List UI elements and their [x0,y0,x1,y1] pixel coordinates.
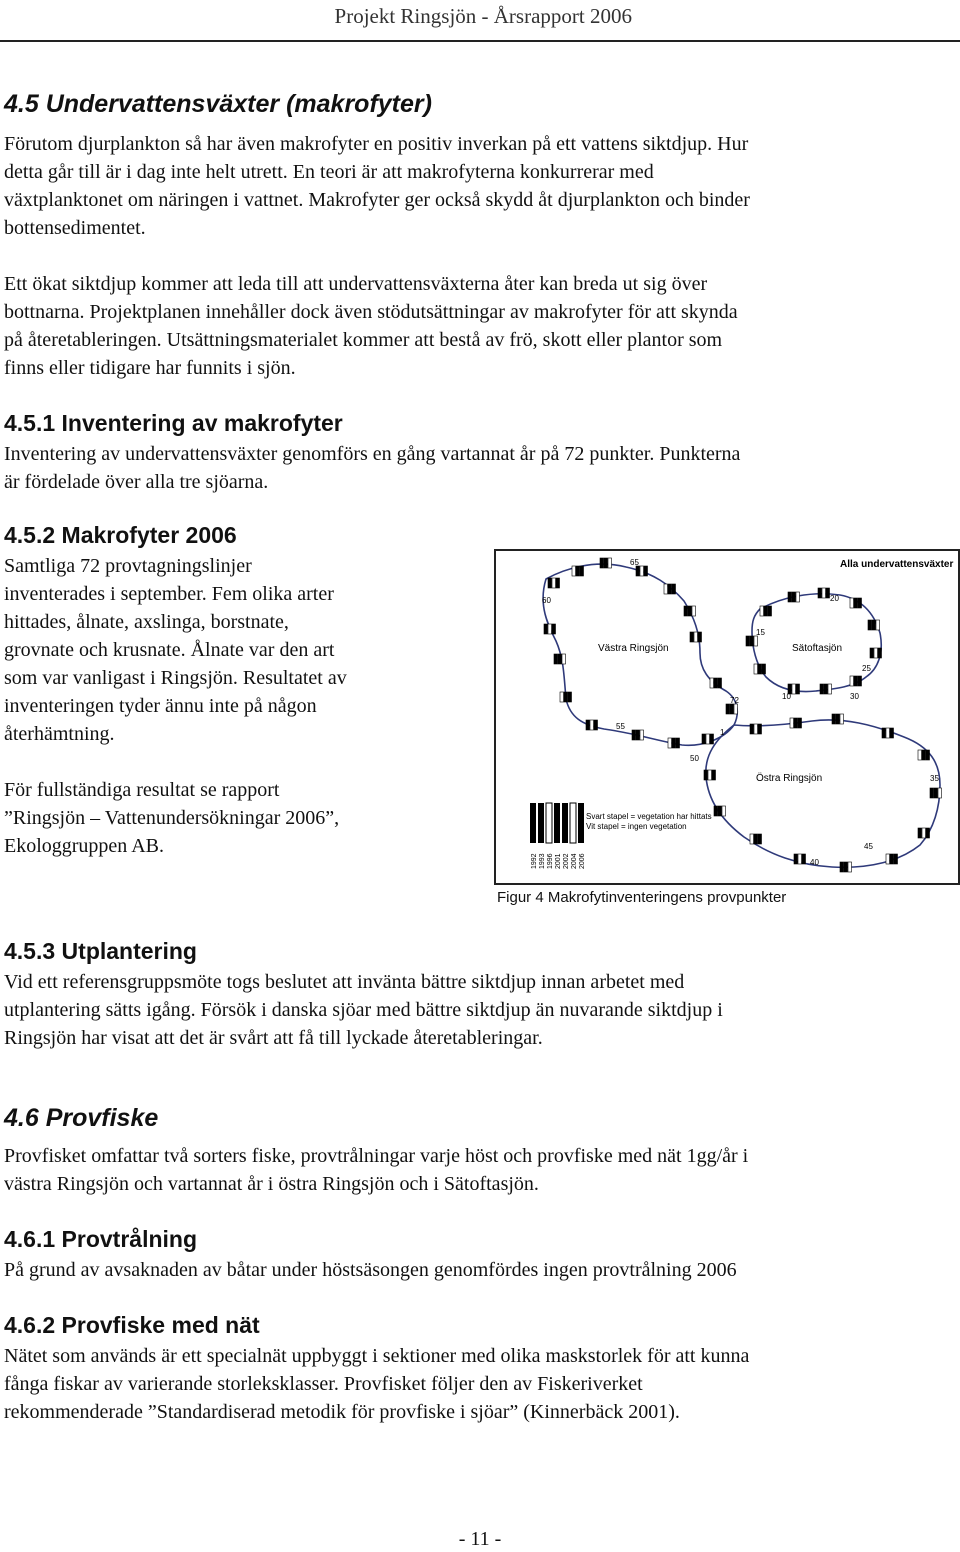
sample-point-bar [792,684,796,694]
sample-point-bar [754,664,758,674]
sample-point-marker [820,684,832,694]
sample-point-marker [882,728,894,738]
legend-bar [538,803,544,843]
sample-point-bar [702,734,706,744]
sample-point-bar [858,598,862,608]
sample-point-bar [872,620,876,630]
sample-point-bar [850,598,854,608]
sample-point-bar [828,684,832,694]
sample-point-bar [668,584,672,594]
sample-point-marker [790,718,802,728]
sample-point-bar [878,648,882,658]
text-line: utplantering sätts igång. Försök i danska sjöar med bättre siktdjup än nuvarande siktdjup i [4,999,723,1021]
sample-point-bar [690,632,694,642]
legend-year: 2001 [555,853,562,869]
sample-point-bar [590,720,594,730]
sample-point-bar [926,750,930,760]
sample-point-bar [562,654,566,664]
text-line: hittades, ålnate, axslinga, borstnate, [4,611,289,633]
legend-text: Svart stapel = vegetation har hittats [586,812,712,821]
text-line: Ett ökat siktdjup kommer att leda till att undervattensväxterna åter kan breda ut sig över [4,273,708,295]
sample-point-bar [718,806,722,816]
point-label: 40 [810,858,819,867]
text-line: Ekologgruppen AB. [4,835,164,857]
sample-point-bar [558,654,562,664]
sample-point-bar [886,854,890,864]
sample-point-bar [608,558,612,568]
sample-point-bar [798,854,802,864]
paragraph-4-6 [4,1142,748,1198]
sample-point-bar [750,834,754,844]
sample-point-bar [750,636,754,646]
sample-point-bar [708,770,712,780]
text-line: finns eller tidigare har funnits i sjön. [4,357,296,379]
section-heading-4-5-3: 4.5.3 Utplantering [4,938,197,964]
section-heading-4-5-1: 4.5.1 Inventering av makrofyter [4,410,343,436]
sample-point-bar [858,676,862,686]
text-line: inventeringen tyder ännu inte på någon [4,695,317,717]
sample-point-marker [794,854,806,864]
text-line: växtplanktonet om näringen i vattnet. Makrofyter ger också skydd åt djurplankton och binder [4,189,750,211]
sample-point-bar [796,684,800,694]
section-heading-4-6-1: 4.6.1 Provtrålning [4,1226,198,1252]
sample-point-bar [890,854,894,864]
sample-point-marker [636,566,648,576]
text-line: ”Ringsjön – Vattenundersökningar 2006”, [4,807,340,829]
legend-year: 2006 [579,853,586,869]
sample-point-bar [564,692,568,702]
macrophyte-figure [494,549,960,885]
sample-point-bar [794,854,798,864]
point-label: 60 [542,596,551,605]
point-label: 10 [782,692,791,701]
sample-point-marker [572,566,584,576]
sample-point-bar [930,788,934,798]
sample-point-marker [690,632,702,642]
paragraph-4-5-2-b [4,776,339,860]
sample-point-bar [934,788,938,798]
text-line: återhämtning. [4,723,115,745]
sample-point-marker [868,620,880,630]
text-line: För fullständiga resultat se rapport [4,779,280,801]
sample-point-bar [576,566,580,576]
sample-point-bar [796,592,800,602]
sample-point-bar [790,718,794,728]
paragraph-4-5-1 [4,440,740,496]
sample-point-bar [600,558,604,568]
sample-point-bar [640,730,644,740]
sample-point-marker [726,704,738,714]
sample-point-bar [938,788,942,798]
sample-point-marker [918,750,930,760]
sample-point-marker [684,606,696,616]
sample-point-bar [758,834,762,844]
sample-point-marker [788,592,800,602]
sample-point-bar [704,770,708,780]
sample-point-bar [762,664,766,674]
sample-point-bar [706,734,710,744]
sample-point-bar [568,692,572,702]
section-heading-4-5: 4.5 Undervattensväxter (makrofyter) [4,90,432,118]
legend-bar [554,803,560,843]
sample-point-marker [750,834,762,844]
sample-point-bar [644,566,648,576]
sample-point-bar [548,624,552,634]
sample-point-bar [734,704,738,714]
sample-point-marker [664,584,676,594]
sample-point-marker [918,828,930,838]
text-line: Förutom djurplankton så har även makrofyter en positiv inverkan på ett vattens siktdjup. Hur [4,133,749,155]
sample-point-bar [836,714,840,724]
text-line: är fördelade över alla tre sjöarna. [4,471,269,493]
sample-point-bar [918,828,922,838]
sample-point-marker [840,862,852,872]
text-line: Ringsjön har visat att det är svårt att få till lyckade återetableringar. [4,1027,543,1049]
text-line: detta går till är i dag inte helt utrett. En teori är att makrofyterna konkurrerar med [4,161,654,183]
sample-point-bar [688,606,692,616]
sample-point-bar [548,578,552,588]
text-line: som var vanligast i Ringsjön. Resultatet av [4,667,347,689]
legend-bar [546,803,552,843]
point-label: 35 [930,774,939,783]
sample-point-bar [874,648,878,658]
sample-point-bar [792,592,796,602]
text-line: fånga fiskar av varierande storleksklasser. Provfisket följer den av Fiskeriverket [4,1373,643,1395]
sample-point-bar [768,606,772,616]
sample-point-bar [922,828,926,838]
sample-point-marker [754,664,766,674]
lake-label-satofta: Sätoftasjön [792,643,843,654]
legend-year: 1992 [531,853,538,869]
sample-point-bar [636,730,640,740]
text-line: bottensedimentet. [4,217,146,239]
point-label: 15 [756,628,765,637]
sample-point-bar [754,724,758,734]
sample-point-bar [754,636,758,646]
sample-point-marker [554,654,566,664]
text-line: västra Ringsjön och vartannat år i östra Ringsjön och i Sätoftasjön. [4,1173,539,1195]
sample-point-bar [802,854,806,864]
sample-point-bar [560,692,564,702]
sample-point-bar [870,648,874,658]
sample-point-bar [718,678,722,688]
sample-point-marker [886,854,898,864]
sample-point-bar [580,566,584,576]
sample-point-marker [632,730,644,740]
section-heading-4-6: 4.6 Provfiske [4,1104,159,1132]
legend-bar [562,803,568,843]
sample-point-bar [640,566,644,576]
sample-point-bar [664,584,668,594]
sample-point-marker [704,770,716,780]
sample-point-bar [868,620,872,630]
sample-point-bar [544,624,548,634]
sample-point-marker [560,692,572,702]
sample-point-bar [672,738,676,748]
legend-year: 1993 [539,853,546,869]
point-label: 30 [850,692,859,701]
sample-point-bar [552,624,556,634]
paragraph-4-5-2-a [4,552,347,748]
legend-text: Vit stapel = ingen vegetation [586,822,687,831]
text-line: På grund av avsaknaden av båtar under höstsäsongen genomfördes ingen provtrålning 2006 [4,1259,737,1281]
sample-point-bar [750,724,754,734]
figure-title: Alla undervattensväxter [840,559,954,570]
sample-point-marker [702,734,714,744]
point-label: 25 [862,664,871,673]
sample-point-marker [832,714,844,724]
sample-point-bar [710,734,714,744]
point-label: 45 [864,842,873,851]
sample-point-bar [726,704,730,714]
text-line: Nätet som används är ett specialnät uppbyggt i sektioner med olika maskstorlek för att kunna [4,1345,750,1367]
sample-point-bar [848,862,852,872]
sample-point-bar [710,678,714,688]
sample-point-bar [850,676,854,686]
sample-point-bar [840,714,844,724]
sample-point-marker [850,598,862,608]
sample-point-bar [826,588,830,598]
sample-point-bar [798,718,802,728]
sample-point-marker [760,606,772,616]
lake-label-vastra: Västra Ringsjön [598,643,669,654]
sample-point-bar [926,828,930,838]
sample-point-bar [820,684,824,694]
sample-point-bar [918,750,922,760]
page-number: - 11 - [458,1528,502,1550]
legend-year: 2004 [571,853,578,869]
sample-point-bar [876,620,880,630]
text-line: på återetableringen. Utsättningsmaterialet kommer att bestå av frö, skott eller plantor som [4,329,723,351]
sample-point-bar [894,854,898,864]
sample-point-bar [692,606,696,616]
sample-point-bar [788,592,792,602]
sample-point-marker [548,578,560,588]
text-line: Provfisket omfattar två sorters fiske, provtrålningar varje höst och provfiske med nät 1gg/år i [4,1145,749,1167]
sample-point-bar [746,636,750,646]
sample-point-marker [750,724,762,734]
sample-point-bar [684,606,688,616]
legend-bar [530,803,536,843]
sample-point-bar [632,730,636,740]
sample-point-bar [594,720,598,730]
sample-point-bar [854,598,858,608]
sample-point-marker [930,788,942,798]
sample-point-bar [676,738,680,748]
point-label: 50 [690,754,699,763]
sample-point-bar [840,862,844,872]
sample-point-bar [556,578,560,588]
point-label: 65 [630,558,639,567]
section-heading-4-6-2: 4.6.2 Provfiske med nät [4,1312,260,1338]
paragraph-4-5-3 [4,968,723,1052]
sample-point-bar [554,654,558,664]
sample-point-bar [794,718,798,728]
text-line: grovnate och krusnate. Ålnate var den art [4,639,335,661]
running-header [0,4,960,29]
sample-point-marker [600,558,612,568]
sample-point-marker [710,678,722,688]
legend-year: 1996 [547,853,554,869]
sample-point-bar [832,714,836,724]
sample-point-marker [746,636,758,646]
sample-point-bar [714,806,718,816]
header-rule [0,40,960,42]
sample-point-bar [754,834,758,844]
sample-point-bar [586,720,590,730]
text-line: Vid ett referensgruppsmöte togs beslutet att invänta bättre siktdjup innan arbetet med [4,971,685,993]
paragraph-4-6-1 [4,1256,737,1284]
point-label: 20 [830,594,839,603]
legend-bar [570,803,576,843]
sample-point-marker [850,676,862,686]
sample-point-bar [604,558,608,568]
paragraph-4-6-2 [4,1342,749,1426]
text-line: bottnarna. Projektplanen innehåller dock även stödutsättningar av makrofyter för att skynda [4,301,738,323]
sample-point-bar [922,750,926,760]
sample-point-bar [882,728,886,738]
sample-point-marker [818,588,830,598]
text-line: Inventering av undervattensväxter genomförs en gång vartannat år på 72 punkter. Punkterna [4,443,741,465]
sample-point-marker [586,720,598,730]
sample-point-marker [668,738,680,748]
sample-point-bar [844,862,848,872]
sample-point-bar [552,578,556,588]
sample-point-bar [758,724,762,734]
sample-point-bar [572,566,576,576]
text-line: inventerades i september. Fem olika arter [4,583,334,605]
legend-bar [578,803,584,843]
lake-label-ostra: Östra Ringsjön [756,773,823,784]
section-heading-4-5-2: 4.5.2 Makrofyter 2006 [4,522,237,548]
point-label: 72 [730,696,739,705]
sample-point-bar [854,676,858,686]
point-label: 55 [616,722,625,731]
sample-point-bar [722,806,726,816]
sample-point-bar [822,588,826,598]
sample-point-bar [698,632,702,642]
text-line: rekommenderade ”Standardiserad metodik för provfiske i sjöar” (Kinnerbäck 2001). [4,1401,680,1423]
sample-point-marker [714,806,726,816]
sample-point-bar [712,770,716,780]
sample-point-bar [886,728,890,738]
sample-point-bar [764,606,768,616]
paragraph-4-5-b [4,270,738,382]
sample-point-bar [636,566,640,576]
sample-point-bar [714,678,718,688]
sample-point-bar [672,584,676,594]
point-label: 1 [720,728,725,737]
sample-point-bar [668,738,672,748]
sample-point-marker [544,624,556,634]
figure-caption: Figur 4 Makrofytinventeringens provpunkter [497,889,787,906]
running-header-title: Projekt Ringsjön - Årsrapport 2006 [334,4,632,28]
sample-point-bar [824,684,828,694]
sample-point-bar [760,606,764,616]
sample-point-marker [870,648,882,658]
text-line: Samtliga 72 provtagningslinjer [4,555,252,577]
paragraph-4-5-a [4,130,750,242]
sample-point-bar [890,728,894,738]
legend-year: 2002 [563,853,570,869]
sample-point-bar [694,632,698,642]
sample-point-bar [730,704,734,714]
sample-point-bar [818,588,822,598]
sample-point-bar [758,664,762,674]
